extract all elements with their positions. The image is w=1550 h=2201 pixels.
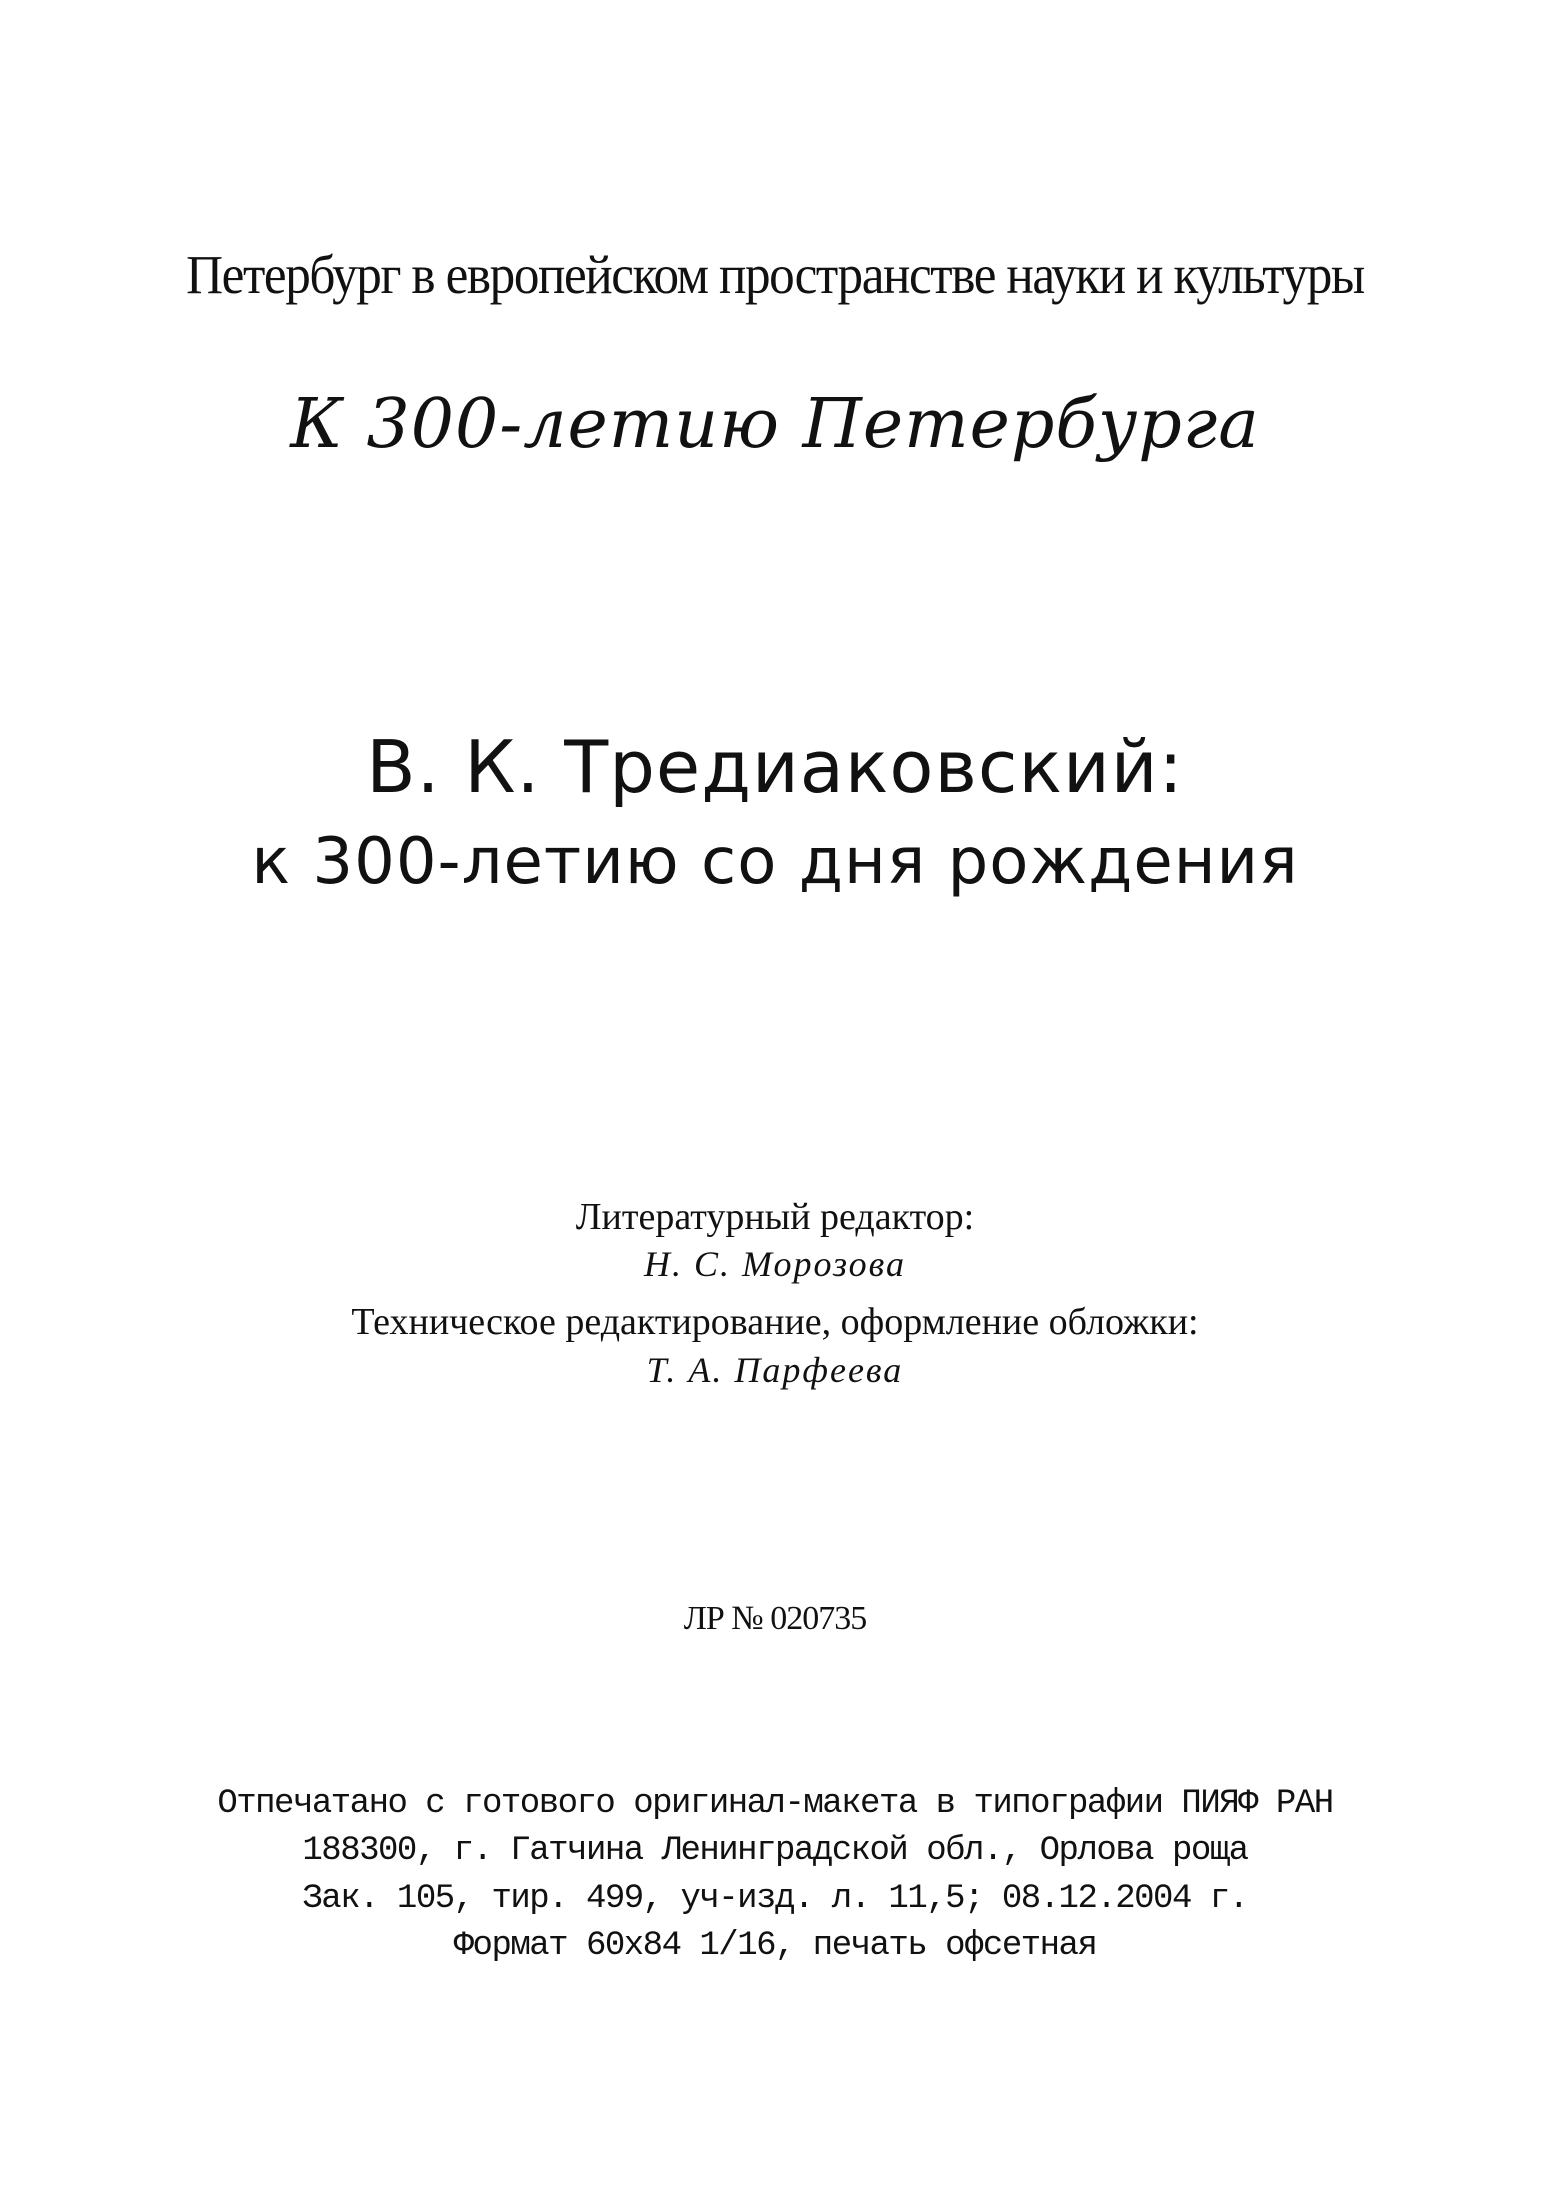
anniversary-heading: К 300-летию Петербурга (290, 385, 1260, 464)
license-number: ЛР № 020735 (683, 1600, 867, 1637)
imprint-order-details: Зак. 105, тир. 499, уч-изд. л. 11,5; 08.12.2004 г. (302, 1880, 1248, 1918)
imprint-printer: Отпечатано с готового оригинал-макета в типографии ПИЯФ РАН (217, 1785, 1333, 1823)
imprint-address: 188300, г. Гатчина Ленинградской обл., Орлова роща (302, 1832, 1248, 1870)
literary-editor-name: Н. С. Морозова (644, 1244, 906, 1284)
series-title: Петербург в европейском пространстве науки и культуры (186, 244, 1364, 305)
literary-editor-label: Литературный редактор: (575, 1196, 975, 1238)
technical-editing-name: Т. А. Парфеева (646, 1350, 904, 1390)
imprint-format: Формат 60х84 1/16, печать офсетная (453, 1927, 1097, 1965)
book-title: В. К. Тредиаковский: (366, 725, 1184, 809)
book-subtitle: к 300-летию со дня рождения (251, 825, 1299, 899)
technical-editing-label: Техническое редактирование, оформление обложки: (351, 1301, 1199, 1343)
